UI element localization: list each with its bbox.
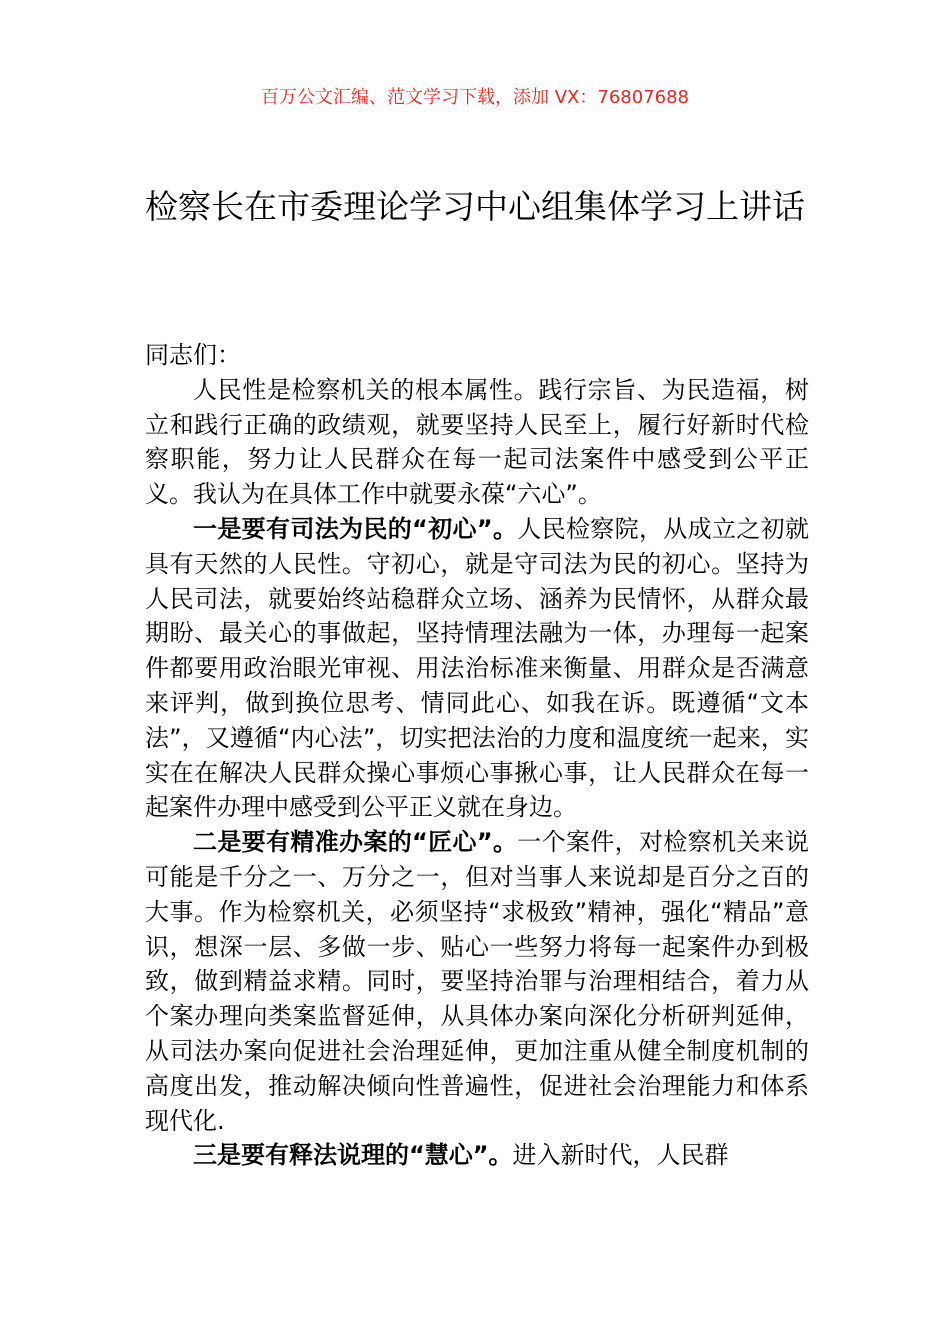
section-heading-2: 二是要有精准办案的“匠心”。 <box>193 828 518 857</box>
section-paragraph-2 <box>145 825 809 1138</box>
section-heading-3: 三是要有释法说理的“慧心”。 <box>193 1141 513 1170</box>
section-text-1: 人民检察院，从成立之初就具有天然的人民性。守初心，就是守司法为民的初心。坚持为人民司法，就要始终站稳群众立场、涵养为民情怀，从群众最期盼、最关心的事做起，坚持情理法融为一体，办理每一起案件都要用政治眼光审视、用法治标准来衡量、用群众是否满意来评判，做到换位思考、情同此心、如我在诉。既遵循“文本法”，又遵循“内心法”，切实把法治的力度和温度统一起来，实实在在解决人民群众操心事烦心事揪心事，让人民群众在每一起案件办理中感受到公平正义就在身边。 <box>145 514 809 822</box>
section-paragraph-1 <box>145 512 809 825</box>
header-note: 百万公文汇编、范文学习下载，添加 VX：76807688 <box>261 87 689 108</box>
section-text-2: 一个案件，对检察机关来说可能是千分之一、万分之一，但对当事人来说却是百分之百的大事。作为检察机关，必须坚持“求极致”精神，强化“精品”意识，想深一层、多做一步、贴心一些努力将每一起案件办到极致，做到精益求精。同时，要坚持治罪与治理相结合，着力从个案办理向类案监督延伸，从具体办案向深化分析研判延伸，从司法办案向促进社会治理延伸，更加注重从健全制度机制的高度出发，推动解决倾向性普遍性，促进社会治理能力和体系现代化. <box>145 828 809 1135</box>
document-body <box>145 338 809 1173</box>
intro-paragraph: 人民性是检察机关的根本属性。践行宗旨、为民造福，树立和践行正确的政绩观，就要坚持人民至上，履行好新时代检察职能，努力让人民群众在每一起司法案件中感受到公平正义。我认为在具体工作中就要永葆“六心”。 <box>145 375 809 509</box>
section-paragraph-3 <box>145 1138 809 1173</box>
section-text-3: 进入新时代，人民群 <box>512 1141 729 1170</box>
document-title: 检察长在市委理论学习中心组集体学习上讲话 <box>145 187 805 226</box>
salutation: 同志们： <box>145 341 241 369</box>
section-heading-1: 一是要有司法为民的“初心”。 <box>193 514 518 543</box>
